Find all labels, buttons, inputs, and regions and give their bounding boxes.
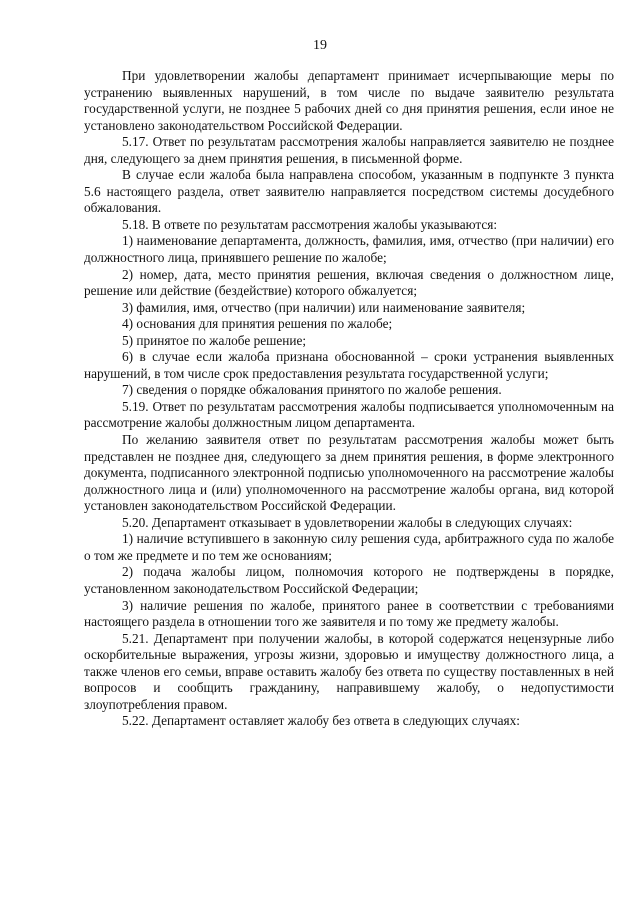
- paragraph: В случае если жалоба была направлена способом, указанным в подпункте 3 пункта 5.6 настоящего раздела, ответ заявителю направляется посредством системы досудебного обжалования.: [84, 167, 614, 216]
- list-item: 3) наличие решения по жалобе, принятого ранее в соответствии с требованиями настоящего раздела в отношении того же заявителя и по тому же предмету жалобы.: [84, 597, 614, 630]
- paragraph: При удовлетворении жалобы департамент принимает исчерпывающие меры по устранению выявленных нарушений, в том числе по выдаче заявителю результата государственной услуги, не позднее 5 рабочих дней со дня принятия решения, если иное не установлено законодательством Российской Федерации.: [84, 68, 614, 133]
- paragraph: 5.18. В ответе по результатам рассмотрения жалобы указываются:: [122, 216, 498, 232]
- list-item: 4) основания для принятия решения по жалобе;: [122, 316, 393, 332]
- list-item: 5) принятое по жалобе решение;: [122, 332, 307, 348]
- paragraph: 5.21. Департамент при получении жалобы, в которой содержатся нецензурные либо оскорбительные выражения, угрозы жизни, здоровью и имуществу должностного лица, а также членов его семьи, вправе оставить жалобу без ответа по существу поставленных в ней вопросов и сообщить гражданину, направившему жалобу, о недопустимости злоупотребления правом.: [84, 630, 614, 712]
- list-item: 1) наименование департамента, должность, фамилия, имя, отчество (при наличии) его должностного лица, принявшего решение по жалобе;: [84, 233, 614, 266]
- list-item: 1) наличие вступившего в законную силу решения суда, арбитражного суда по жалобе о том же предмете и по тем же основаниям;: [84, 531, 614, 563]
- list-item: 2) подача жалобы лицом, полномочия которого не подтверждены в порядке, установленном законодательством Российской Федерации;: [84, 564, 614, 596]
- paragraph: 5.19. Ответ по результатам рассмотрения жалобы подписывается уполномоченным на рассмотрение жалобы должностным лицом департамента.: [84, 398, 614, 431]
- paragraph: По желанию заявителя ответ по результатам рассмотрения жалобы может быть представлен не позднее дня, следующего за днем принятия решения, в форме электронного документа, подписанного электронной подписью уполномоченного на рассмотрение жалобы должностного лица и (или) уполномоченного на рассмотрение жалобы органа, вид которой установлен законодательством Российской Федерации.: [84, 432, 614, 514]
- paragraph: 5.20. Департамент отказывает в удовлетворении жалобы в следующих случаях:: [122, 514, 573, 530]
- paragraph: 5.17. Ответ по результатам рассмотрения жалобы направляется заявителю не позднее дня, следующего за днем принятия решения, в письменной форме.: [84, 134, 614, 166]
- document-body: [84, 68, 614, 730]
- list-item: 3) фамилия, имя, отчество (при наличии) или наименование заявителя;: [122, 299, 526, 315]
- list-item: 2) номер, дата, место принятия решения, включая сведения о должностном лице, решение или действие (бездействие) которого обжалуется;: [84, 266, 614, 299]
- paragraph: 5.22. Департамент оставляет жалобу без ответа в следующих случаях:: [122, 713, 520, 729]
- list-item: 7) сведения о порядке обжалования принятого по жалобе решения.: [122, 382, 502, 398]
- list-item: 6) в случае если жалоба признана обоснованной – сроки устранения выявленных нарушений, в том числе срок предоставления результата государственной услуги;: [84, 349, 614, 381]
- page-number: 19: [313, 38, 327, 53]
